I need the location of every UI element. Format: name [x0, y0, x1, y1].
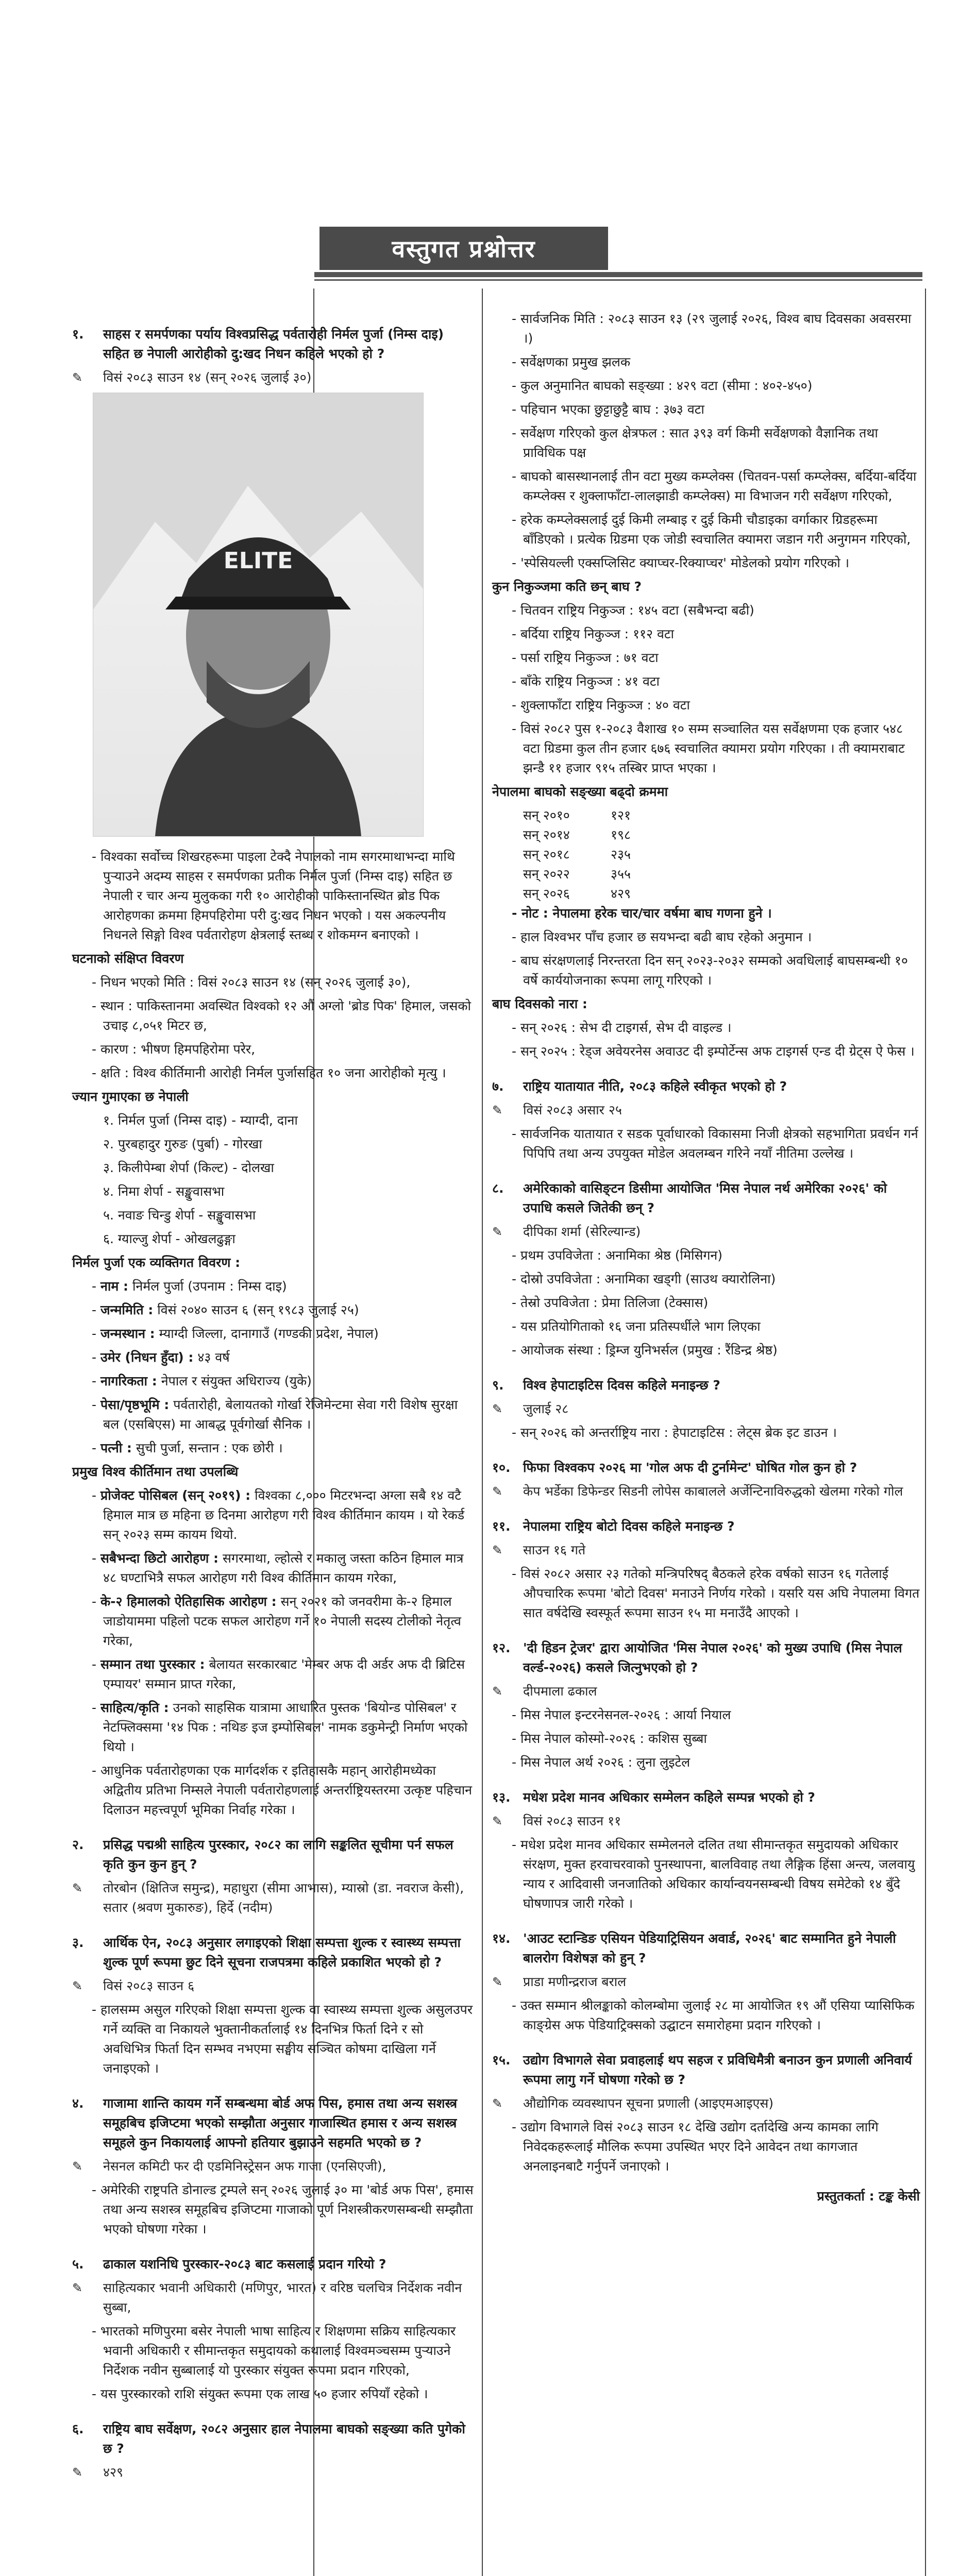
- question-10: १०. फिफा विश्वकप २०२६ मा 'गोल अफ दी टुर्नामेन्ट' घोषित गोल कुन हो ?: [492, 1460, 857, 1475]
- parks-list: [492, 601, 920, 715]
- trend-count: १९८: [611, 827, 631, 842]
- trend-item: - हाल विश्वभर पाँच हजार छ सयभन्दा बढी बाघ रहेको अनुमान ।: [492, 927, 920, 947]
- profile-item: [72, 1395, 474, 1434]
- details-list: [72, 973, 474, 1083]
- records-list: [72, 1486, 474, 1757]
- trend-heading: नेपालमा बाघको सङ्ख्या बढ्दो क्रममा: [492, 784, 668, 799]
- mountaineer-illustration: [93, 393, 423, 836]
- answer-8-item: - प्रथम उपविजेता : अनामिका श्रेष्ठ (मिसिगन): [492, 1246, 920, 1265]
- question-1: १. साहस र समर्पणका पर्याय विश्वप्रसिद्ध पर्वतारोही निर्मल पुर्जा (निम्स दाइ) सहित छ नेपाली आरोहीको दु:खद निधन कहिले भएको हो ?: [72, 327, 444, 361]
- victim-item: २. पुरबहादुर गुरुङ (पुर्बा) - गोरखा: [103, 1137, 262, 1151]
- survey-item: - सार्वजनिक मिति : २०८३ साउन १३ (२९ जुलाई २०२६, विश्व बाघ दिवसका अवसरमा ।): [492, 309, 920, 348]
- column-divider-right: [925, 289, 926, 2576]
- profile-item-value: नेपाल र संयुक्त अधिराज्य (युके): [161, 1374, 312, 1388]
- answer-4-detail: - अमेरिकी राष्ट्रपति डोनाल्ड ट्रम्पले सन् २०२६ जुलाई ३० मा 'बोर्ड अफ पिस', हमास तथा अन्य सशस्त्र समूहबिच इजिप्टमा गाजाको पूर्ण निशस्त्रीकरणसम्बन्धी सम्झौता भएको घोषणा गरेका ।: [72, 2180, 474, 2239]
- parks-heading: कुन निकुञ्जमा कति छन् बाघ ?: [492, 579, 642, 594]
- trend-year: सन् २०२२: [523, 867, 570, 882]
- answer-15-item: - उद्योग विभागले विसं २०८३ साउन १८ देखि उद्योग दर्तादेखि अन्य कामका लागि निवेदकहरूलाई मौलिक रूपमा उपस्थित भएर दिने आवेदन तथा कागजात अनलाइनबाटै गर्नुपर्ने जनाएको ।: [492, 2117, 920, 2176]
- park-item: - बाँके राष्ट्रिय निकुञ्ज : ४१ वटा: [492, 672, 920, 691]
- profile-item: [72, 1300, 474, 1320]
- answer-arrow-icon: ✎: [492, 1484, 503, 1499]
- svg-text:ELITE: ELITE: [223, 548, 293, 574]
- profile-item-value: सुची पुर्जा, सन्तान : एक छोरी ।: [136, 1440, 283, 1455]
- question-7: ७. राष्ट्रिय यातायात नीति, २०८३ कहिले स्वीकृत भएको हो ?: [492, 1079, 787, 1094]
- question-11: ११. नेपालमा राष्ट्रिय बोटो दिवस कहिले मनाइन्छ ?: [492, 1519, 735, 1534]
- answer-4: ✎ नेसनल कमिटी फर दी एडमिनिस्ट्रेसन अफ गाजा (एनसिएजी),: [72, 2159, 386, 2174]
- answer-10: ✎ केप भर्डेका डिफेन्डर सिडनी लोपेस काबालले अर्जेन्टिनाविरुद्धको खेलमा गरेको गोल: [492, 1482, 920, 1501]
- answer-5: ✎ साहित्यकार भवानी अधिकारी (मणिपुर, भारत) र वरिष्ठ चलचित्र निर्देशक नवीन सुब्बा,: [72, 2280, 462, 2315]
- record-item-key: साहित्य/कृति :: [100, 1700, 169, 1715]
- profile-item-key: पत्नी :: [100, 1440, 132, 1455]
- record-item: [72, 1549, 474, 1588]
- question-12: १२. 'दी हिडन ट्रेजर' द्वारा आयोजित 'मिस नेपाल २०२६' को मुख्य उपाधि (मिस नेपाल वर्ल्ड-२०२६) कसले जित्नुभएको हो ?: [492, 1640, 902, 1675]
- question-5: ५. ढाकाल यशनिधि पुरस्कार-२०८३ बाट कसलाई प्रदान गरियो ?: [72, 2257, 386, 2272]
- profile-item-value: पर्वतारोही, बेलायतको गोर्खा रेजिमेन्टमा सेवा गरी विशेष सुरक्षा बल (एसबिएस) मा आबद्ध पूर्वगोर्खा सैनिक ।: [103, 1397, 458, 1432]
- answer-12: ✎ दीपमाला ढकाल: [492, 1682, 920, 1701]
- profile-item-key: पेसा/पृष्ठभूमि :: [100, 1397, 170, 1412]
- question-3: ३. आर्थिक ऐन, २०८३ अनुसार लगाइएको शिक्षा सम्पत्ता शुल्क र स्वास्थ्य सम्पत्ता शुल्क पूर्ण रूपमा छुट दिने सूचना राजपत्रमा कहिले प्रकाशित भएको हो ?: [72, 1935, 461, 1970]
- profile-item: [72, 1277, 474, 1296]
- record-item-key: सम्मान तथा पुरस्कार :: [100, 1657, 205, 1672]
- profile-item-value: ४३ वर्ष: [197, 1350, 230, 1365]
- victim-item: ५. नवाङ चिन्डु शेर्पा - सङ्खुवासभा: [103, 1208, 256, 1223]
- left-column: [72, 309, 474, 2486]
- survey-item: - 'स्पेसियल्ली एक्सप्लिसिट क्याप्चर-रिक्याप्चर' मोडेलको प्रयोग गरिएको ।: [492, 553, 920, 573]
- slogan-item: - सन् २०२५ : रेड्ज अवेयरनेस अवाउट दी इम्पोर्टेन्स अफ टाइगर्स एन्ड दी ग्रेट्स ऐ फेस ।: [492, 1042, 920, 1061]
- record-item-value: सगरमाथा, ल्होत्से र मकालु जस्ता कठिन हिमाल मात्र ४८ घण्टाभित्रै सफल आरोहण गरी विश्व कीर्तिमान कायम गरेका,: [103, 1551, 464, 1585]
- tiger-survey-list: [492, 309, 920, 573]
- question-15: १५. उद्योग विभागले सेवा प्रवाहलाई थप सहज र प्रविधिमैत्री बनाउन कुन प्रणाली अनिवार्य रूपमा लागु गर्ने घोषणा गरेको छ ?: [492, 2053, 912, 2087]
- record-item-value: सन् २०२१ को जनवरीमा के-२ हिमाल जाडोयाममा पहिलो पटक सफल आरोहण गर्ने १० नेपाली सदस्य टोलीको नेतृत्व गरेका,: [103, 1594, 461, 1648]
- answer-12-item: - मिस नेपाल कोस्मो-२०२६ : कशिस सुब्बा: [492, 1729, 920, 1749]
- intro-paragraph: - विश्वका सर्वोच्च शिखरहरूमा पाइला टेक्दै नेपालको नाम सगरमाथाभन्दा माथि पुऱ्याउने अदम्य साहस र समर्पणका प्रतीक निर्मल पुर्जा (निम्स दाइ) सहित छ नेपाली र चार अन्य मुलुकका गरी १० आरोहीको पाकिस्तानस्थित ब्रोड पिक आरोहणका क्रममा हिमपहिरोमा परी दु:खद निधन भएको । यस अकल्पनीय निधनले सिङ्गो विश्व पर्वतारोहण क्षेत्रलाई स्तब्ध र शोकमग्न बनाएको ।: [72, 847, 474, 945]
- answer-9: ✎ जुलाई २८: [492, 1399, 920, 1419]
- profile-item-value: म्याग्दी जिल्ला, दानागाउँ (गण्डकी प्रदेश, नेपाल): [159, 1326, 379, 1341]
- record-item-value: बेलायत सरकारबाट 'मेम्बर अफ दी अर्डर अफ दी ब्रिटिस एम्पायर' सम्मान प्राप्त गरेका,: [103, 1657, 465, 1691]
- profile-item-value: निर्मल पुर्जा (उपनाम : निम्स दाइ): [132, 1279, 287, 1294]
- profile-item: [72, 1348, 474, 1367]
- record-item-key: सबैभन्दा छिटो आरोहण :: [100, 1551, 218, 1566]
- answer-8-item: - यस प्रतियोगिताको १६ जना प्रतिस्पर्धीले भाग लिएका: [492, 1317, 920, 1336]
- park-item: - बर्दिया राष्ट्रिय निकुञ्ज : ११२ वटा: [492, 624, 920, 644]
- answer-arrow-icon: ✎: [492, 1975, 503, 1989]
- answer-7: ✎ विसं २०८३ असार २५: [492, 1100, 920, 1120]
- park-item: - चितवन राष्ट्रिय निकुञ्ज : १४५ वटा (सबैभन्दा बढी): [492, 601, 920, 620]
- answer-8-item: - दोस्रो उपविजेता : अनामिका खड्गी (साउथ क्यारोलिना): [492, 1269, 920, 1289]
- trend-year: सन् २०१०: [523, 808, 570, 823]
- trend-year: सन् २०१४: [523, 827, 570, 842]
- answer-15: ✎ औद्योगिक व्यवस्थापन सूचना प्रणाली (आइएमआइएस): [492, 2094, 920, 2113]
- record-item: [72, 1698, 474, 1757]
- answer-3-detail: - हालसम्म असुल गरिएको शिक्षा सम्पत्ता शुल्क वा स्वास्थ्य सम्पत्ता शुल्क असुलउपर गर्ने व्यक्ति वा निकायले भुक्तानीकर्तालाई १४ दिनभित्र फिर्ता दिने र सो अवधिभित्र फिर्ता दिन सम्भव नभएमा सङ्घीय सञ्चित कोषमा दाखिला गर्ने जनाइएको ।: [72, 2000, 474, 2078]
- profile-item: [72, 1438, 474, 1458]
- answer-7-detail: - सार्वजनिक यातायात र सडक पूर्वाधारको विकासमा निजी क्षेत्रको सहभागिता प्रवर्धन गर्न पिपिपि तथा अन्य उपयुक्त मोडेल अवलम्बन गरिने नयाँ नीतिमा उल्लेख ।: [492, 1124, 920, 1163]
- answer-arrow-icon: ✎: [492, 1103, 503, 1117]
- detail-item: - कारण : भीषण हिमपहिरोमा परेर,: [72, 1040, 474, 1059]
- right-questions: [492, 1077, 920, 2176]
- question-13: १३. मधेश प्रदेश मानव अधिकार सम्मेलन कहिले सम्पन्न भएको हो ?: [492, 1790, 815, 1805]
- victim-item: ३. किलीपेम्बा शेर्पा (किल्ट) - दोलखा: [103, 1160, 274, 1175]
- column-divider-middle: [482, 289, 483, 2576]
- question-6: ६. राष्ट्रिय बाघ सर्वेक्षण, २०८२ अनुसार हाल नेपालमा बाघको सङ्ख्या कति पुगेको छ ?: [72, 2421, 465, 2456]
- park-item: - पर्सा राष्ट्रिय निकुञ्ज : ७१ वटा: [492, 648, 920, 668]
- trend-year: सन् २०१८: [523, 847, 570, 862]
- trend-count: १२१: [611, 808, 631, 823]
- record-item-key: के-२ हिमालको ऐतिहासिक आरोहण :: [100, 1594, 277, 1609]
- answer-3: ✎ विसं २०८३ साउन ६: [72, 1978, 195, 1993]
- author-credit: प्रस्तुतकर्ता : टङ्क केसी: [817, 2189, 920, 2204]
- header-rule-thin: [314, 279, 922, 281]
- record-item-value: उनको साहसिक यात्रामा आधारित पुस्तक 'बियोन्ड पोसिबल' र नेटफ्लिक्समा '१४ पिक : नथिङ इज इम्पोसिबल' नामक डकुमेन्ट्री निर्माण भएको थियो ।: [103, 1700, 468, 1754]
- records-heading: प्रमुख विश्व कीर्तिमान तथा उपलब्धि: [72, 1464, 239, 1479]
- answer-14: ✎ प्राडा मणीन्द्रराज बराल: [492, 1972, 920, 1992]
- question-4: ४. गाजामा शान्ति कायम गर्ने सम्बन्धमा बोर्ड अफ पिस, हमास तथा अन्य सशस्त्र समूहबिच इजिप्टमा भएको सम्झौता अनुसार गाजास्थित हमास र अन्य सशस्त्र समूहले कुन निकायलाई आफ्नो हतियार बुझाउने सहमति भएको छ ?: [72, 2096, 458, 2150]
- survey-item: - सर्वेक्षणका प्रमुख झलक: [492, 352, 920, 372]
- profile-item-key: उमेर (निधन हुँदा) :: [100, 1350, 194, 1365]
- answer-12-item: - मिस नेपाल इन्टरनेसनल-२०२६ : आर्या नियाल: [492, 1705, 920, 1725]
- answer-arrow-icon: ✎: [492, 1402, 503, 1416]
- answer-5-detail: - यस पुरस्कारको राशि संयुक्त रूपमा एक लाख ५० हजार रुपियाँ रहेको ।: [72, 2384, 474, 2404]
- record-item-key: प्रोजेक्ट पोसिबल (सन् २०१९) :: [100, 1488, 251, 1503]
- parks-note: - विसं २०८२ पुस १-२०८३ वैशाख १० सम्म सञ्चालित यस सर्वेक्षणमा एक हजार ५४८ वटा ग्रिडमा कुल तीन हजार ६७६ स्वचालित क्यामरा प्रयोग गरिएका । ती क्यामराबाट झन्डै ११ हजार ९१५ तस्बिर प्राप्त भएका ।: [492, 719, 920, 778]
- portrait-photo: [93, 393, 424, 837]
- question-14: १४. 'आउट स्टान्डिङ एसियन पेडियाट्रिसियन अवार्ड, २०२६' बाट सम्मानित हुने नेपाली बालरोग विशेषज्ञ को हुन् ?: [492, 1931, 896, 1965]
- survey-item: - बाघको बासस्थानलाई तीन वटा मुख्य कम्प्लेक्स (चितवन-पर्सा कम्प्लेक्स, बर्दिया-बर्दिया कम्प्लेक्स र शुक्लाफाँटा-लालझाडी कम्प्लेक्स) मा विभाजन गरी सर्वेक्षण गरिएको,: [492, 467, 920, 506]
- slogan-item: - सन् २०२६ : सेभ दी टाइगर्स, सेभ दी वाइल्ड ।: [492, 1018, 920, 1038]
- victims-list: [72, 1111, 474, 1249]
- answer-13-item: - मधेश प्रदेश मानव अधिकार सम्मेलनले दलित तथा सीमान्तकृत समुदायको अधिकार संरक्षण, मुक्त हरवाचरवाको पुनस्थापना, बालविवाह तथा लैङ्गिक हिंसा अन्त्य, जलवायु न्याय र आदिवासी जनजातिको अधिकार कार्यान्वयनसम्बन्धी विषय समेटेको १४ बुँदे घोषणापत्र जारी गरेको ।: [492, 1835, 920, 1913]
- slogan-heading: बाघ दिवसको नारा :: [492, 996, 587, 1011]
- profile-item-key: नागरिकता :: [100, 1374, 157, 1388]
- details-heading: घटनाको संक्षिप्त विवरण: [72, 951, 184, 966]
- right-column: [492, 309, 920, 2210]
- answer-9-item: - सन् २०२६ को अन्तर्राष्ट्रिय नारा : हेपाटाइटिस : लेट्स ब्रेक इट डाउन ।: [492, 1423, 920, 1443]
- answer-8-item: - आयोजक संस्था : ड्रिम्ज युनिभर्सल (प्रमुख : रैंडिन्द्र श्रेष्ठ): [492, 1341, 920, 1360]
- record-item: [72, 1592, 474, 1651]
- answer-8: ✎ दीपिका शर्मा (सेरिल्यान्ड): [492, 1222, 920, 1242]
- trend-note: - नोट : नेपालमा हरेक चार/चार वर्षमा बाघ गणना हुने ।: [492, 904, 920, 923]
- survey-item: - कुल अनुमानित बाघको सङ्ख्या : ४२९ वटा (सीमा : ४०२-४५०): [492, 376, 920, 396]
- profile-item: [72, 1324, 474, 1344]
- profile-heading: निर्मल पुर्जा एक व्यक्तिगत विवरण :: [72, 1255, 241, 1270]
- profile-item: [72, 1371, 474, 1391]
- record-item: [72, 1655, 474, 1694]
- answer-12-item: - मिस नेपाल अर्थ २०२६ : लुना लुइटेल: [492, 1753, 920, 1772]
- question-9: ९. विश्व हेपाटाइटिस दिवस कहिले मनाइन्छ ?: [492, 1378, 720, 1393]
- answer-6: ✎ ४२९: [72, 2465, 124, 2480]
- answer-2: ✎ तोरबोन (क्षितिज समुन्द्र), महाधुरा (सीमा आभास), म्यास्रो (डा. नवराज केसी), सतार (श्रवण मुकारुङ), हिर्दे (नदीम): [72, 1880, 464, 1915]
- closing-paragraph: - आधुनिक पर्वतारोहणका एक मार्गदर्शक र इतिहासकै महान् आरोहीमध्येका अद्वितीय प्रतिभा निम्सले नेपाली पर्वतारोहणलाई अन्तर्राष्ट्रियस्तरमा उत्कृष्ट पहिचान दिलाउन महत्त्वपूर्ण भूमिका निर्वाह गरेका ।: [72, 1761, 474, 1820]
- park-item: - शुक्लाफाँटा राष्ट्रिय निकुञ्ज : ४० वटा: [492, 696, 920, 715]
- answer-arrow-icon: ✎: [492, 1225, 503, 1239]
- survey-item: - हरेक कम्प्लेक्सलाई दुई किमी लम्बाइ र दुई किमी चौडाइका वर्गाकार ग्रिडहरूमा बाँडिएको । प्रत्येक ग्रिडमा एक जोडी स्वचालित क्यामरा जडान गरी अनुगमन गरिएको,: [492, 510, 920, 549]
- profile-list: [72, 1277, 474, 1458]
- section-title: वस्तुगत प्रश्नोत्तर: [392, 235, 536, 263]
- answer-arrow-icon: ✎: [492, 2096, 503, 2111]
- answer-13: ✎ विसं २०८३ साउन ११: [492, 1811, 920, 1831]
- victims-heading: ज्यान गुमाएका छ नेपाली: [72, 1089, 189, 1104]
- record-item: [72, 1486, 474, 1545]
- victim-item: ४. निमा शेर्पा - सङ्खुवासभा: [103, 1184, 225, 1199]
- answer-14-item: - उक्त सम्मान श्रीलङ्काको कोलम्बोमा जुलाई २८ मा आयोजित १९ औं एसिया प्यासिफिक काङ्ग्रेस अफ पेडियाट्रिक्सको उद्घाटन समारोहमा प्रदान गरिएको ।: [492, 1996, 920, 2035]
- question-2: २. प्रसिद्ध पद्मश्री साहित्य पुरस्कार, २०८२ का लागि सङ्कलित सूचीमा पर्न सफल कृति कुन कुन हुन् ?: [72, 1837, 453, 1872]
- answer-arrow-icon: ✎: [72, 370, 83, 385]
- detail-item: - क्षति : विश्व कीर्तिमानी आरोही निर्मल पुर्जासहित १० जना आरोहीको मृत्यु ।: [72, 1063, 474, 1083]
- trend-count: ४२९: [611, 886, 631, 901]
- detail-item: - स्थान : पाकिस्तानमा अवस्थित विश्वको १२ औं अग्लो 'ब्रोड पिक' हिमाल, जसको उचाइ ८,०५१ मिटर छ,: [72, 996, 474, 1036]
- header-rule: [314, 272, 922, 277]
- survey-item: - पहिचान भएका छुट्टाछुट्टै बाघ : ३७३ वटा: [492, 400, 920, 419]
- profile-item-value: विसं २०४० साउन ६ (सन् १९८३ जुलाई २५): [157, 1302, 359, 1317]
- answer-arrow-icon: ✎: [492, 1543, 503, 1557]
- record-item-value: विश्वका ८,००० मिटरभन्दा अग्ला सबै १४ वटै हिमाल मात्र छ महिना छ दिनमा आरोहण गरी विश्व कीर्तिमान कायम । यो रेकर्ड सन् २०२३ सम्म कायम थियो.: [103, 1488, 465, 1542]
- detail-item: - निधन भएको मिति : विसं २०८३ साउन १४ (सन् २०२६ जुलाई ३०),: [72, 973, 474, 992]
- tiger-trend-table: [492, 806, 920, 904]
- slogan-list: [492, 1018, 920, 1061]
- profile-item-key: जन्ममिति :: [100, 1302, 154, 1317]
- answer-arrow-icon: ✎: [492, 1684, 503, 1699]
- trend-count: २३५: [611, 847, 631, 862]
- trend-item: - बाघ संरक्षणलाई निरन्तरता दिन सन् २०२३-२०३२ सम्मको अवधिलाई बाघसम्बन्धी १० वर्षे कार्ययोजनाका रूपमा लागू गरिएको ।: [492, 951, 920, 990]
- profile-item-key: जन्मस्थान :: [100, 1326, 155, 1341]
- answer-8-item: - तेस्रो उपविजेता : प्रेमा तिलिजा (टेक्सास): [492, 1293, 920, 1313]
- trend-count: ३५५: [611, 867, 631, 882]
- answer-1: ✎ विसं २०८३ साउन १४ (सन् २०२६ जुलाई ३०): [72, 368, 474, 387]
- answer-5-detail: - भारतको मणिपुरमा बसेर नेपाली भाषा साहित्य र शिक्षणमा सक्रिय साहित्यकार भवानी अधिकारी र सीमान्तकृत समुदायको कथालाई विश्वमञ्चसम्म पुऱ्याउने निर्देशक नवीन सुब्बालाई यो पुरस्कार संयुक्त रूपमा प्रदान गरिएको,: [72, 2321, 474, 2380]
- victim-item: १. निर्मल पुर्जा (निम्स दाइ) - म्याग्दी, दाना: [103, 1113, 298, 1128]
- profile-item-key: नाम :: [100, 1279, 128, 1294]
- answer-arrow-icon: ✎: [492, 1814, 503, 1828]
- section-header: [319, 227, 608, 270]
- answer-11: ✎ साउन १६ गते: [492, 1540, 920, 1560]
- victim-item: ६. ग्याल्जु शेर्पा - ओखलढुङ्गा: [103, 1231, 235, 1246]
- survey-item: - सर्वेक्षण गरिएको कुल क्षेत्रफल : सात ३९३ वर्ग किमी सर्वेक्षणको वैज्ञानिक तथा प्राविधिक पक्ष: [492, 423, 920, 463]
- trend-more-list: [492, 927, 920, 990]
- trend-year: सन् २०२६: [523, 886, 570, 901]
- answer-11-detail: - विसं २०८२ असार २३ गतेको मन्त्रिपरिषद् बैठकले हरेक वर्षको साउन १६ गतेलाई औपचारिक रूपमा 'बोटो दिवस' मनाउने निर्णय गरेको । यसरि यस अघि नेपालमा विगत सात वर्षदेखि स्वस्फूर्त रूपमा साउन १५ मा मनाउँदै आएको ।: [492, 1564, 920, 1623]
- question-8: ८. अमेरिकाको वासिङ्टन डिसीमा आयोजित 'मिस नेपाल नर्थ अमेरिका २०२६' को उपाधि कसले जितेकी छन् ?: [492, 1181, 887, 1215]
